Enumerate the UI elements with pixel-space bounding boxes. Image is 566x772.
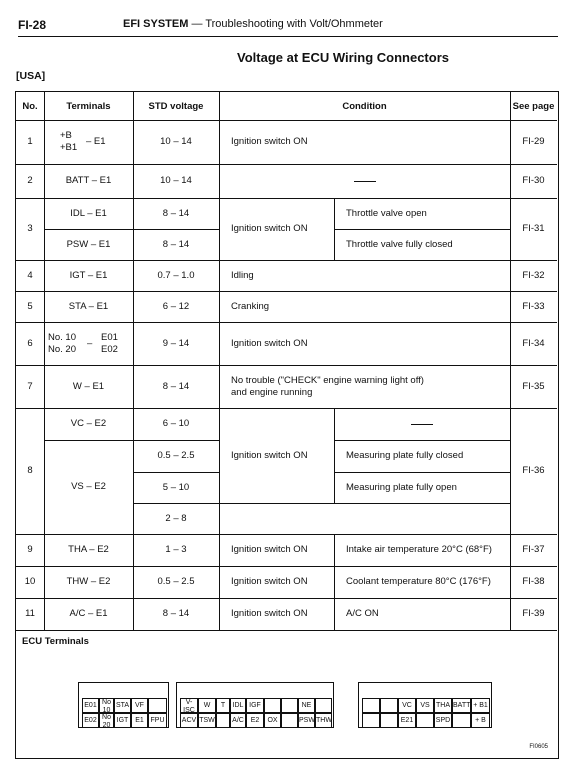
std-voltage: 6 – 10	[162, 418, 190, 429]
terminal: No. 10	[48, 331, 76, 343]
std-voltage: 10 – 14	[160, 136, 192, 147]
condition: No trouble ("CHECK" engine warning light off)	[231, 374, 424, 386]
section-title: EFI SYSTEM — Troubleshooting with Volt/Ohmmeter	[123, 18, 383, 30]
grid-line	[16, 198, 557, 199]
voltage-table	[15, 91, 559, 759]
terminal: +B1	[60, 142, 78, 153]
terminal: THA – E2	[68, 544, 109, 555]
grid-line	[44, 440, 133, 441]
terminal-pin: THA	[434, 698, 452, 713]
grid-line	[16, 164, 557, 165]
ecu-connector-right	[358, 682, 492, 728]
terminal-pin: TSW	[198, 713, 216, 728]
no-condition-dash	[411, 424, 433, 425]
terminal: THW – E2	[66, 576, 111, 587]
condition: Idling	[231, 269, 254, 281]
grid-line	[16, 534, 557, 535]
row-number: 6	[27, 337, 33, 349]
grid-line	[133, 503, 510, 504]
condition: and engine running	[231, 386, 313, 398]
grid-line	[16, 260, 557, 261]
terminal-pin: No 20	[99, 713, 114, 728]
std-voltage: 10 – 14	[160, 175, 192, 186]
grid-line	[16, 120, 557, 121]
condition: Ignition switch ON	[231, 608, 308, 619]
terminal-pin: PSW	[298, 713, 315, 728]
terminal: W – E1	[72, 380, 105, 392]
see-page: FI-29	[522, 136, 545, 147]
condition: Ignition switch ON	[231, 337, 308, 349]
see-page: FI-30	[522, 175, 545, 186]
terminal: PSW – E1	[66, 238, 111, 250]
terminal-pin: W	[198, 698, 216, 713]
no-condition-dash	[354, 181, 376, 182]
condition: Ignition switch ON	[231, 576, 308, 587]
sub-condition: Throttle valve fully closed	[346, 238, 453, 250]
std-voltage: 8 – 14	[162, 380, 190, 392]
std-voltage: 8 – 14	[162, 238, 190, 250]
grid-line	[334, 534, 335, 630]
header-condition: Condition	[342, 101, 387, 112]
header-std-voltage: STD voltage	[148, 101, 204, 112]
terminal-pin	[315, 698, 332, 713]
terminal-pin: FPU	[148, 713, 167, 728]
std-voltage: 8 – 14	[162, 207, 190, 219]
terminal-pin	[362, 713, 380, 728]
terminal-pin: BATT	[452, 698, 471, 713]
terminal-pin: SPD	[434, 713, 452, 728]
header-no: No.	[22, 101, 38, 112]
sub-condition: A/C ON	[346, 608, 379, 619]
terminal-pin: VF	[131, 698, 148, 713]
ecu-terminals-label: ECU Terminals	[22, 636, 89, 647]
header-see-page: See page	[512, 101, 555, 112]
terminal-pin: E1	[131, 713, 148, 728]
page-header	[18, 16, 558, 37]
grid-line	[334, 229, 510, 230]
terminal: No. 20	[48, 343, 76, 355]
row-number: 10	[24, 576, 36, 587]
figure-code: FI0605	[529, 744, 548, 750]
terminal-pin: + B1	[471, 698, 490, 713]
grid-line	[133, 472, 219, 473]
terminal-pin: T	[216, 698, 230, 713]
ecu-connector-middle	[176, 682, 334, 728]
condition: Ignition switch ON	[231, 449, 308, 461]
terminal: A/C – E1	[69, 608, 108, 619]
terminal: E02	[101, 343, 118, 355]
condition: Ignition switch ON	[231, 544, 308, 555]
grid-line	[16, 598, 557, 599]
grid-line	[334, 440, 510, 441]
row-number: 9	[27, 544, 33, 555]
document-title: Voltage at ECU Wiring Connectors	[237, 50, 449, 65]
see-page: FI-35	[522, 380, 545, 392]
terminal-pin	[452, 713, 471, 728]
terminal-pin: THW	[315, 713, 332, 728]
row-number: 1	[27, 136, 33, 147]
terminal-pin: VC	[398, 698, 416, 713]
terminal-pin: VS	[416, 698, 434, 713]
grid-line	[16, 365, 557, 366]
header-terminals: Terminals	[66, 101, 111, 112]
terminal-pin: No 10	[99, 698, 114, 713]
see-page: FI-32	[522, 269, 545, 281]
see-page: FI-31	[522, 223, 545, 234]
std-voltage: 2 – 8	[165, 512, 187, 524]
region-label: [USA]	[16, 70, 46, 82]
terminal: – E1	[86, 136, 106, 147]
row-number: 7	[27, 380, 33, 392]
row-number: 11	[25, 608, 35, 619]
condition: Cranking	[231, 300, 270, 312]
std-voltage: 6 – 12	[162, 300, 190, 312]
terminal-pin	[148, 698, 167, 713]
terminal-pin	[416, 713, 434, 728]
row-number: 3	[27, 223, 33, 234]
see-page: FI-34	[522, 337, 545, 349]
terminal-pin: + B	[471, 713, 490, 728]
std-voltage: 9 – 14	[162, 337, 190, 349]
see-page: FI-33	[522, 300, 545, 312]
terminal: VS – E2	[71, 481, 106, 492]
condition: Ignition switch ON	[231, 136, 308, 147]
terminal-pin: STA	[114, 698, 131, 713]
grid-line	[219, 92, 220, 630]
terminal-pin	[281, 713, 298, 728]
terminal-pin: IDL	[230, 698, 246, 713]
page-number: FI-28	[18, 18, 47, 32]
grid-line	[334, 198, 335, 260]
grid-line	[334, 472, 510, 473]
grid-line	[16, 630, 557, 631]
row-number: 8	[27, 465, 33, 476]
std-voltage: 5 – 10	[162, 481, 190, 493]
sub-condition: Measuring plate fully closed	[346, 450, 464, 461]
terminal: STA – E1	[68, 300, 109, 312]
grid-line	[16, 566, 557, 567]
terminal-pin	[380, 698, 398, 713]
terminal: BATT – E1	[65, 175, 112, 186]
row-number: 5	[27, 300, 33, 312]
condition: Ignition switch ON	[231, 223, 308, 234]
terminal: +B	[60, 130, 72, 141]
terminal: IDL – E1	[70, 207, 107, 219]
terminal-pin	[362, 698, 380, 713]
ecu-connector-left	[78, 682, 169, 728]
sub-condition: Measuring plate fully open	[346, 481, 457, 493]
row-number: 4	[27, 269, 33, 281]
terminal: E01	[101, 331, 118, 343]
terminal-pin: E2	[246, 713, 264, 728]
std-voltage: 0.5 – 2.5	[157, 450, 195, 461]
see-page: FI-39	[522, 608, 545, 619]
see-page: FI-37	[522, 544, 545, 555]
sub-condition: Intake air temperature 20°C (68°F)	[346, 544, 492, 555]
terminal-pin	[264, 698, 281, 713]
terminal-pin: IGF	[246, 698, 264, 713]
terminal-pin: E21	[398, 713, 416, 728]
grid-line	[16, 322, 557, 323]
terminal: VC – E2	[70, 418, 107, 429]
terminal-pin: OX	[264, 713, 281, 728]
see-page: FI-36	[522, 465, 545, 476]
terminal-pin: E02	[82, 713, 99, 728]
std-voltage: 1 – 3	[165, 544, 187, 555]
terminal-pin	[380, 713, 398, 728]
terminal-pin	[281, 698, 298, 713]
terminal-pin: NE	[298, 698, 315, 713]
terminal-pin: A/C	[230, 713, 246, 728]
terminal-pin: V- ISC	[180, 698, 198, 713]
terminal-pin: ACV	[180, 713, 198, 728]
std-voltage: 8 – 14	[162, 608, 190, 619]
terminal-pin: E01	[82, 698, 99, 713]
grid-line	[16, 291, 557, 292]
row-number: 2	[27, 175, 33, 186]
sub-condition: Throttle valve open	[346, 207, 427, 219]
grid-line	[334, 408, 335, 503]
terminal-pin	[216, 713, 230, 728]
std-voltage: 0.7 – 1.0	[157, 269, 195, 281]
std-voltage: 0.5 – 2.5	[157, 576, 195, 587]
see-page: FI-38	[522, 576, 545, 587]
terminal-pin: IGT	[114, 713, 131, 728]
terminal: –	[87, 337, 93, 349]
grid-line	[133, 440, 219, 441]
terminal: IGT – E1	[69, 269, 108, 281]
grid-line	[44, 229, 219, 230]
grid-line	[16, 408, 557, 409]
sub-condition: Coolant temperature 80°C (176°F)	[346, 576, 491, 587]
